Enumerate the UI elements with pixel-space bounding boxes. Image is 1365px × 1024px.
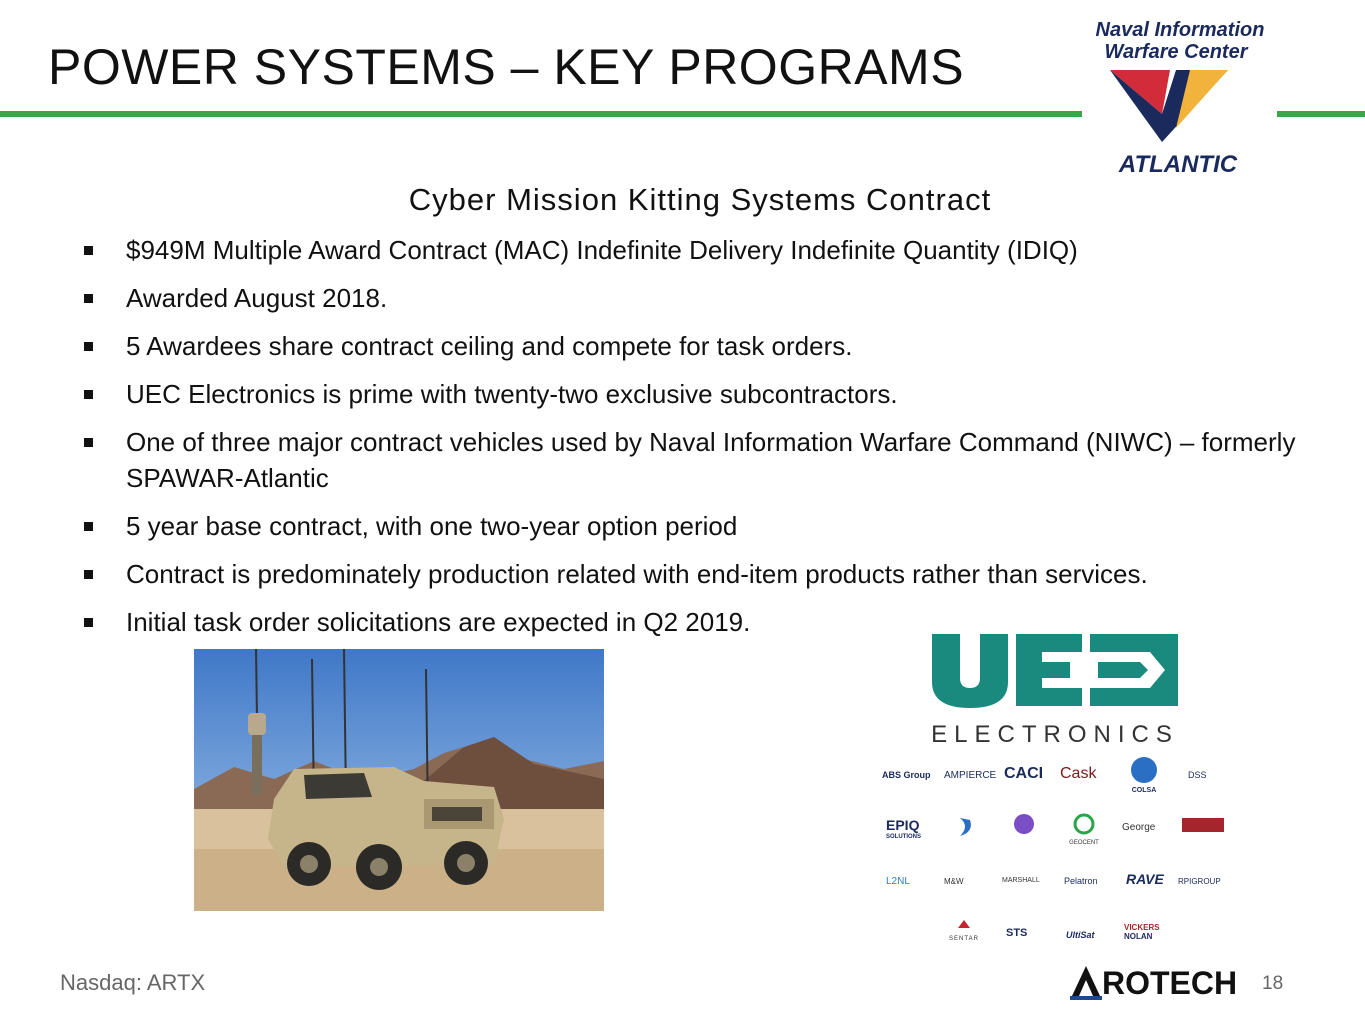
arotech-a-mark <box>1072 966 1100 996</box>
logo-epiq: EPIQ <box>886 817 920 833</box>
uec-letter-u <box>932 634 1008 708</box>
logo-imagine <box>1182 818 1224 832</box>
uec-electronics-logo <box>930 630 1180 748</box>
bullet-item: Contract is predominately production related with end-item products rather than services. <box>80 556 1340 592</box>
subcontractor-logos <box>878 752 1238 952</box>
section-subtitle: Cyber Mission Kitting Systems Contract <box>408 182 992 217</box>
logo-dss: DSS <box>1188 770 1207 780</box>
logo-vickers: VICKERS <box>1124 923 1160 932</box>
page-number: 18 <box>1262 973 1284 994</box>
logo-epiq-solutions: SOLUTIONS <box>886 834 922 840</box>
bullet-item: UEC Electronics is prime with twenty-two exclusive subcontractors. <box>80 376 1340 412</box>
logo-ampierce: AMPIERCE <box>944 770 997 781</box>
bullet-item: One of three major contract vehicles used by Naval Information Warfare Command (NIWC) – formerly SPAWAR-Atlantic <box>80 424 1340 496</box>
geocent-icon <box>1075 815 1093 833</box>
sub-logos-row-1 <box>882 757 1207 794</box>
arotech-logo <box>1068 960 1248 1002</box>
logo-sts: STS <box>1006 927 1028 939</box>
logo-geocent: GEOCENT <box>1069 840 1099 846</box>
header-rule-left <box>0 111 1082 117</box>
military-vehicle-photo <box>194 649 604 911</box>
logo-cask: Cask <box>1060 765 1097 782</box>
logo-abs-group: ABS Group <box>882 770 931 780</box>
bullet-item: 5 Awardees share contract ceiling and compete for task orders. <box>80 328 1340 364</box>
logo-sentar: SENTAR <box>949 936 979 942</box>
logo-rpigroup: RPIGROUP <box>1178 877 1221 886</box>
sentar-icon <box>958 920 970 928</box>
swoosh-icon <box>960 818 971 836</box>
logo-mw-consulting: M&W <box>944 877 964 886</box>
colsa-icon <box>1131 757 1157 783</box>
logo-ultisat: UltiSat <box>1066 930 1095 940</box>
logo-line-3: ATLANTIC <box>1118 151 1238 178</box>
page-title: POWER SYSTEMS – KEY PROGRAMS <box>48 39 965 95</box>
bullet-item: $949M Multiple Award Contract (MAC) Indefinite Delivery Indefinite Quantity (IDIQ) <box>80 232 1340 268</box>
logo-line-2: Warfare Center <box>1104 41 1248 63</box>
logo-colsa: COLSA <box>1131 787 1157 794</box>
header-rule-right <box>1277 111 1365 117</box>
bullet-list <box>80 232 1340 652</box>
sub-logos-row-2 <box>886 814 1224 846</box>
prism-icon <box>1014 814 1034 834</box>
logo-l2nl: L2NL <box>886 876 910 887</box>
uec-electronics-text: ELECTRONICS <box>931 721 1179 748</box>
bullet-item: Awarded August 2018. <box>80 280 1340 316</box>
sub-logos-row-4 <box>949 920 1160 942</box>
arotech-wordmark: ROTECH <box>1102 965 1238 1001</box>
logo-george: George <box>1122 822 1156 833</box>
logo-marshall: MARSHALL <box>1002 877 1040 884</box>
logo-nolan: NOLAN <box>1124 932 1153 941</box>
logo-line-1: Naval Information <box>1095 19 1265 41</box>
bullet-item: Initial task order solicitations are expected in Q2 2019. <box>80 604 1340 640</box>
niwc-atlantic-logo <box>1080 14 1280 184</box>
logo-pelatron: Pelatron <box>1064 876 1098 886</box>
footer-ticker: Nasdaq: ARTX <box>60 970 206 995</box>
sub-logos-row-3 <box>886 871 1221 887</box>
logo-caci: CACI <box>1004 765 1044 782</box>
logo-rave: RAVE <box>1126 871 1164 887</box>
bullet-item: 5 year base contract, with one two-year option period <box>80 508 1340 544</box>
